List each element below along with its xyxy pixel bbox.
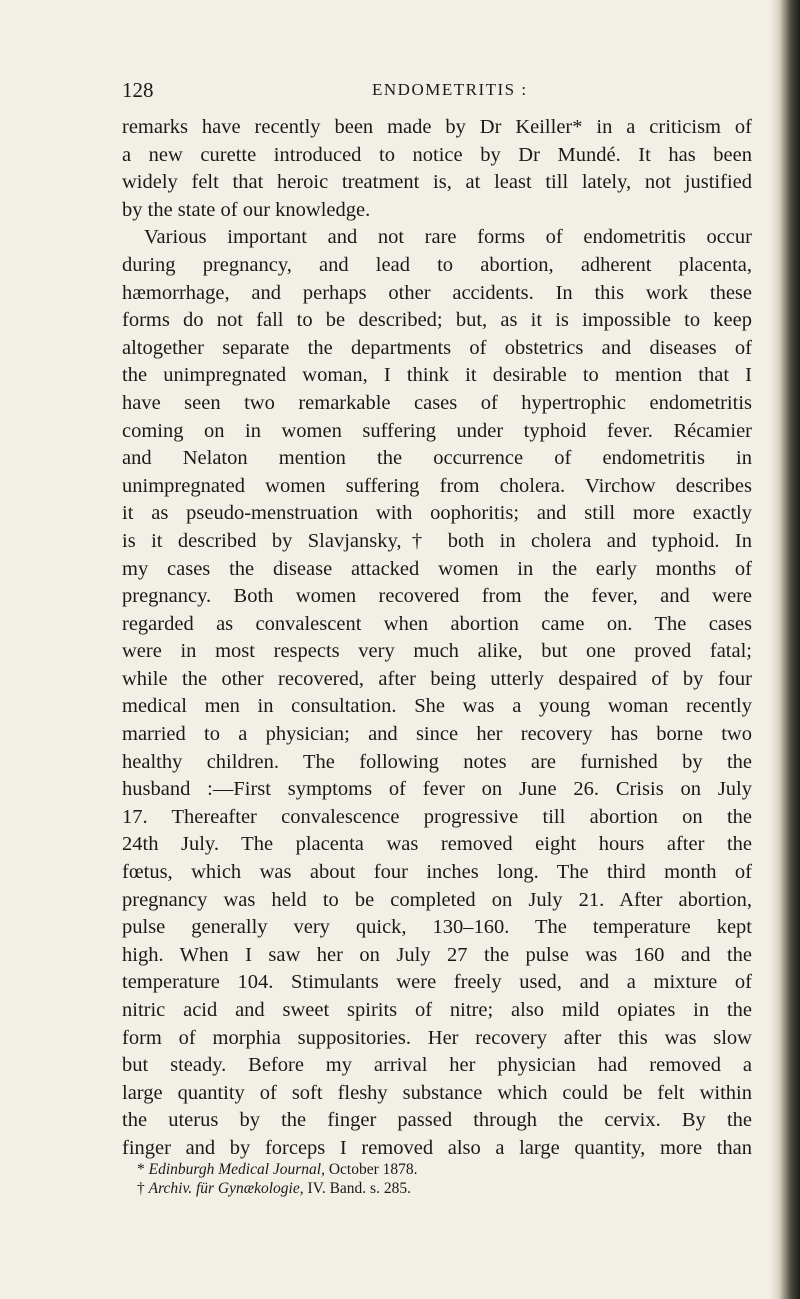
text-line: widely felt that heroic treatment is, at least till lately, not justified (122, 171, 752, 194)
footnote-source: Archiv. für Gynækologie, (148, 1180, 304, 1197)
text-line: 24th July. The placenta was removed eight hours after the (122, 833, 752, 856)
footnote (137, 1179, 418, 1198)
text-line: Various important and not rare forms of endometritis occur (144, 226, 752, 249)
text-line: 17. Thereafter convalescence progressive till abortion on the (122, 805, 752, 828)
text-line: high. When I saw her on July 27 the pulse was 160 and the (122, 943, 752, 966)
running-head: ENDOMETRITIS : (372, 80, 528, 99)
text-line: the unimpregnated woman, I think it desirable to mention that I (122, 364, 752, 387)
text-line: the uterus by the finger passed through the cervix. By the (122, 1109, 752, 1132)
page-number: 128 (122, 78, 154, 102)
body-text (122, 114, 752, 1163)
text-line: husband :—First symptoms of fever on June 26. Crisis on July (122, 778, 752, 801)
text-line: medical men in consultation. She was a young woman recently (122, 695, 752, 718)
footnote-detail: IV. Band. s. 285. (307, 1180, 411, 1197)
text-line: pulse generally very quick, 130–160. The temperature kept (122, 916, 752, 939)
text-line: form of morphia suppositories. Her recovery after this was slow (122, 1026, 752, 1049)
text-line: pregnancy was held to be completed on July 21. After abortion, (122, 888, 752, 911)
text-line: altogether separate the departments of obstetrics and diseases of (122, 336, 752, 359)
footnote-marker: * (137, 1161, 145, 1178)
text-line: large quantity of soft fleshy substance which could be felt within (122, 1081, 752, 1104)
text-line: fœtus, which was about four inches long. The third month of (122, 861, 752, 884)
text-line: my cases the disease attacked women in the early months of (122, 557, 752, 580)
text-line: by the state of our knowledge. (122, 198, 371, 221)
text-line: hæmorrhage, and perhaps other accidents. In this work these (122, 281, 752, 304)
text-line: it as pseudo-menstruation with oophoritis; and still more exactly (122, 502, 752, 525)
text-line: forms do not fall to be described; but, as it is impossible to keep (122, 309, 752, 332)
text-line: but steady. Before my arrival her physician had removed a (122, 1054, 752, 1077)
text-line: and Nelaton mention the occurrence of endometritis in (122, 447, 752, 470)
page-header (122, 78, 747, 102)
text-line: while the other recovered, after being utterly despaired of by four (122, 667, 752, 690)
text-line: regarded as convalescent when abortion came on. The cases (122, 612, 752, 635)
footnote-detail: October 1878. (328, 1161, 418, 1178)
footnote-marker: † (137, 1180, 145, 1197)
text-line: pregnancy. Both women recovered from the fever, and were (122, 585, 752, 608)
text-line: nitric acid and sweet spirits of nitre; also mild opiates in the (122, 999, 752, 1021)
text-line: unimpregnated women suffering from cholera. Virchow describes (122, 474, 752, 497)
text-line: healthy children. The following notes are furnished by the (122, 750, 752, 773)
footnote (137, 1160, 418, 1179)
text-line: finger and by forceps I removed also a large quantity, more than (122, 1136, 752, 1159)
text-line: is it described by Slavjansky,† both in cholera and typhoid. In (122, 529, 752, 552)
text-line: married to a physician; and since her recovery has borne two (122, 723, 752, 746)
text-line: have seen two remarkable cases of hypertrophic endometritis (122, 391, 752, 414)
text-line: during pregnancy, and lead to abortion, adherent placenta, (122, 253, 752, 276)
page-edge-shadow (770, 0, 800, 1299)
footnotes (137, 1160, 418, 1198)
text-line: coming on in women suffering under typhoid fever. Récamier (122, 419, 752, 442)
footnote-source: Edinburgh Medical Journal, (148, 1161, 325, 1178)
text-line: a new curette introduced to notice by Dr Mundé. It has been (122, 143, 752, 166)
text-line: remarks have recently been made by Dr Keiller* in a criticism of (122, 116, 752, 138)
text-line: temperature 104. Stimulants were freely used, and a mixture of (122, 971, 752, 994)
text-line: were in most respects very much alike, but one proved fatal; (122, 640, 752, 663)
